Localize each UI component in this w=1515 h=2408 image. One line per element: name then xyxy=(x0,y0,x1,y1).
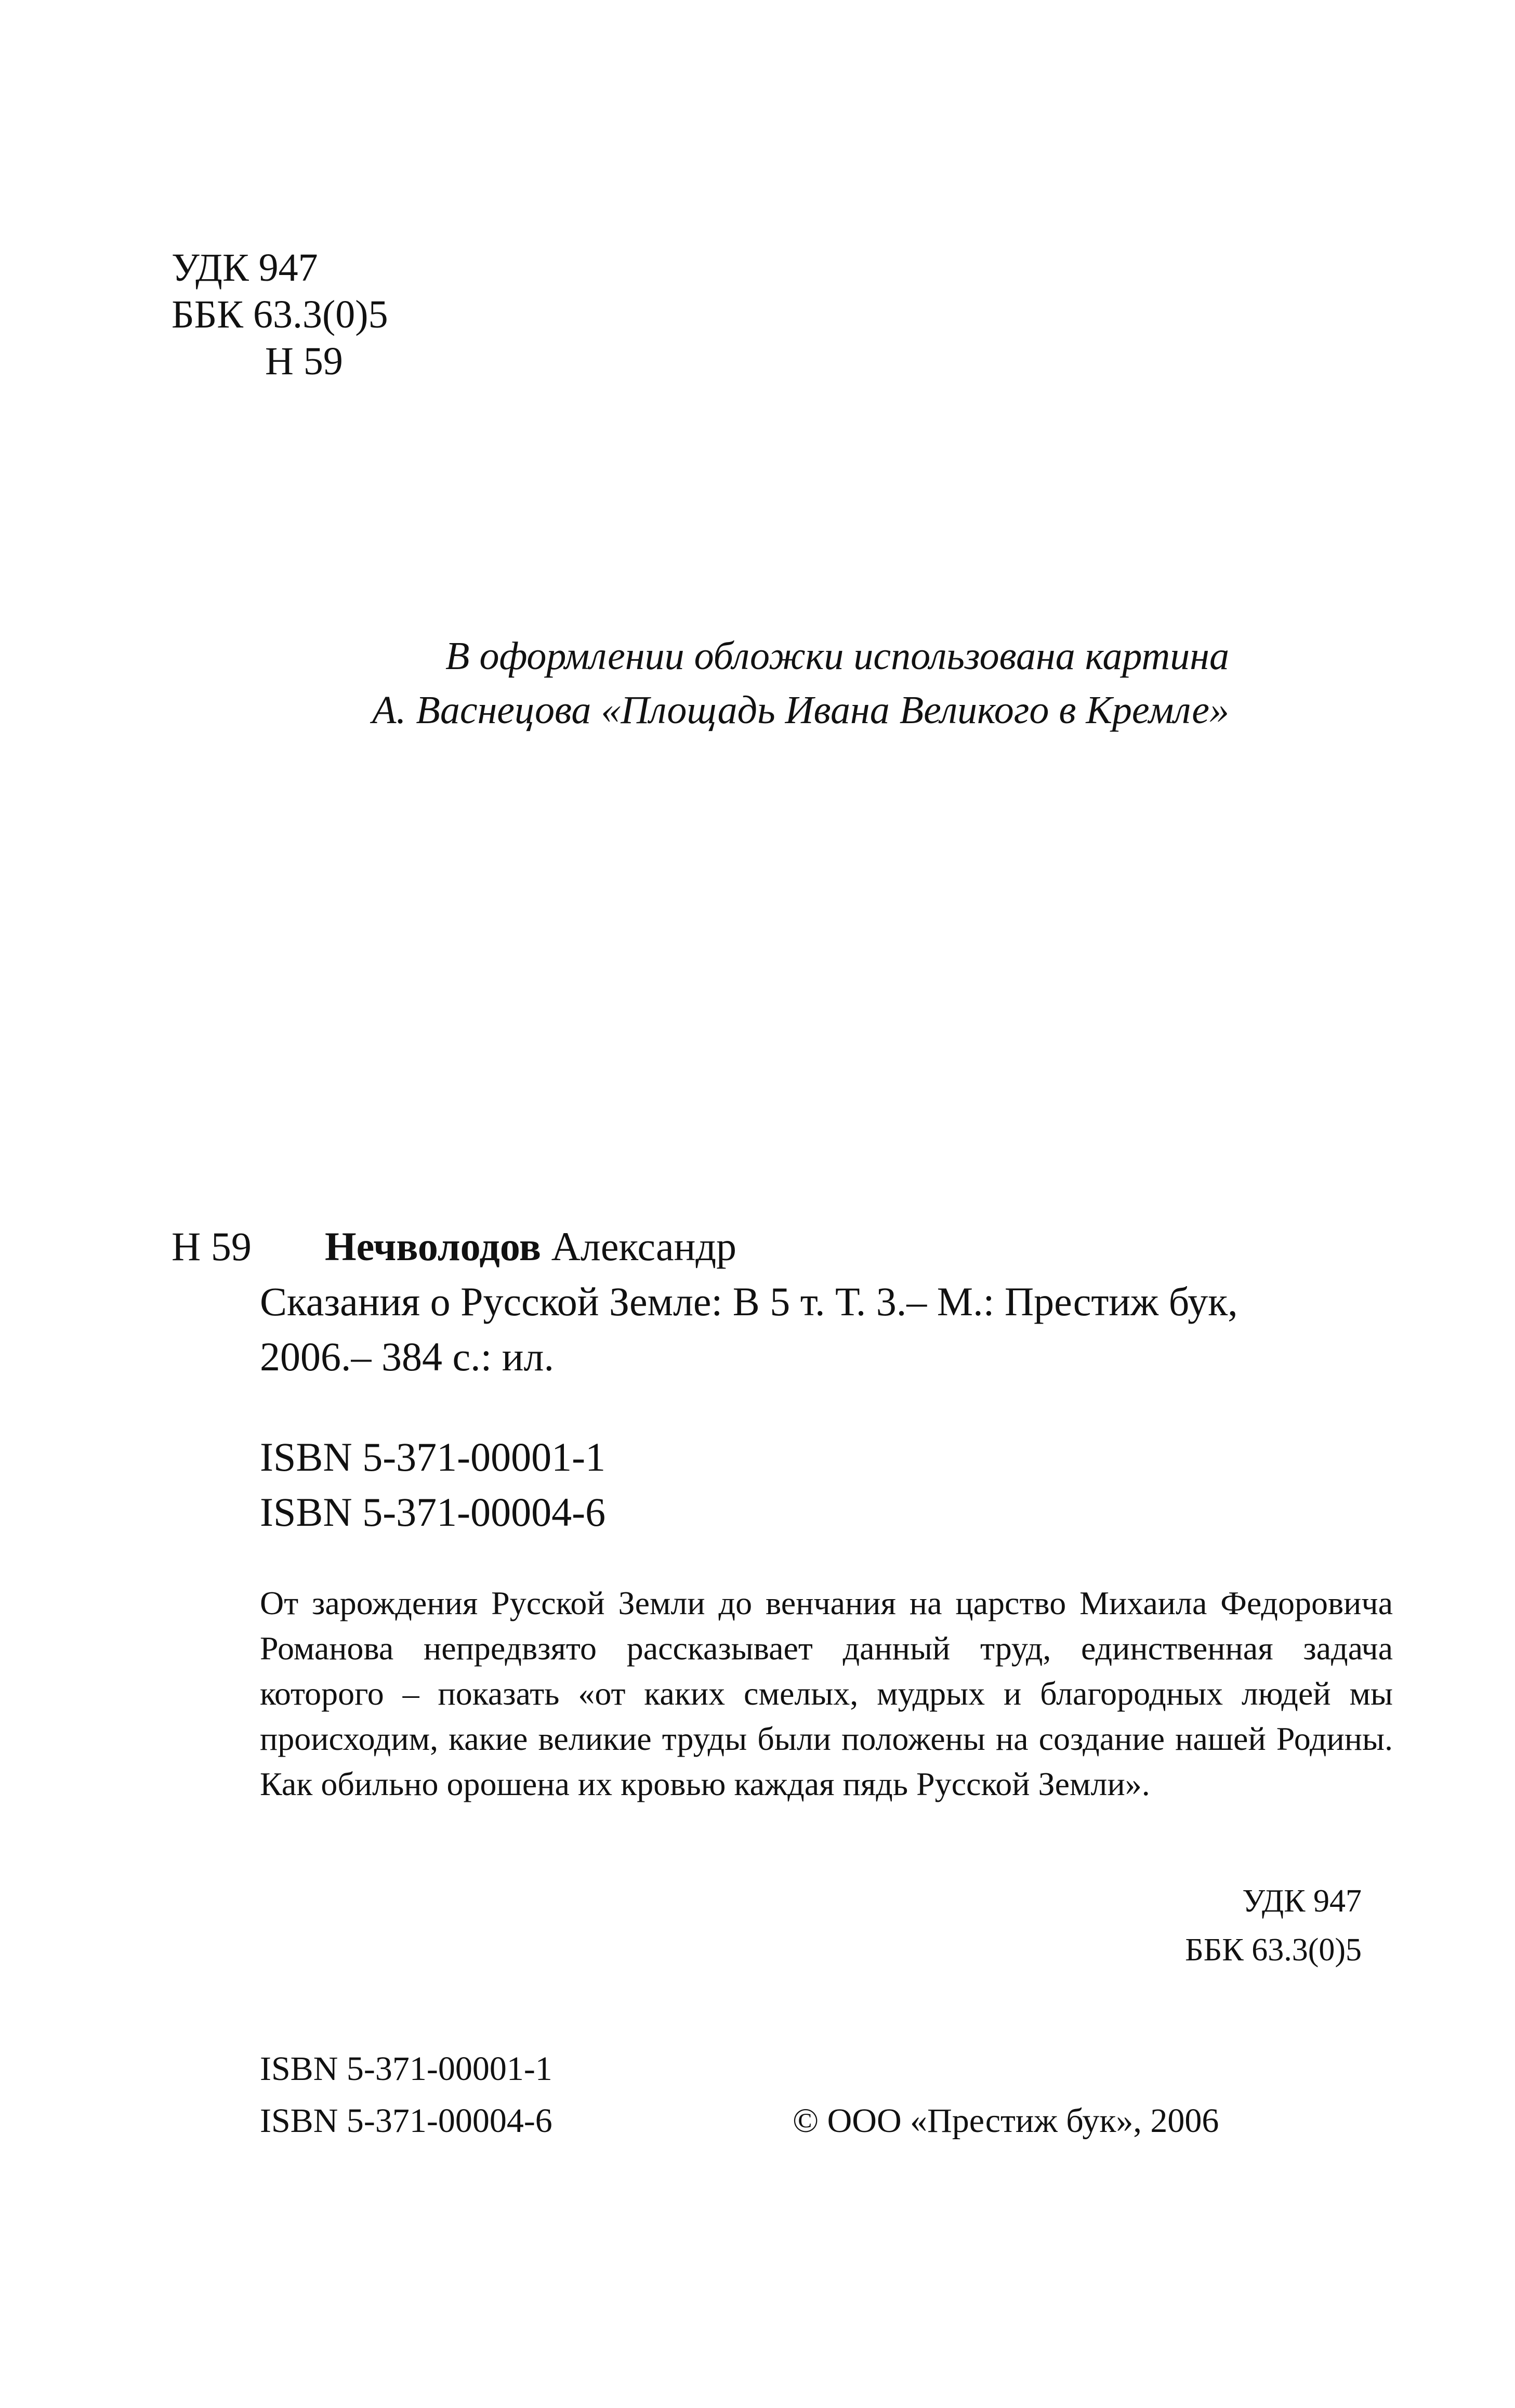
bbk-code: ББК 63.3(0)5 xyxy=(172,293,388,336)
author-surname: Нечволодов xyxy=(325,1224,542,1269)
catalog-title-line-1: Сказания о Русской Земле: В 5 т. Т. 3.– М.: Престиж бук, xyxy=(260,1279,1238,1324)
footer-isbn-2: ISBN 5-371-00004-6 xyxy=(260,2102,552,2140)
footer-isbn-1: ISBN 5-371-00001-1 xyxy=(260,2050,552,2088)
cover-credit-line-1: В оформлении обложки использована картина xyxy=(445,634,1229,678)
bbk-code-right: ББК 63.3(0)5 xyxy=(1185,1932,1362,1968)
catalog-mark: Н 59 xyxy=(172,1224,252,1269)
author-mark: Н 59 xyxy=(265,339,343,383)
catalog-title-line-2: 2006.– 384 с.: ил. xyxy=(260,1334,554,1379)
catalog-isbn-2: ISBN 5-371-00004-6 xyxy=(260,1489,606,1535)
catalog-author xyxy=(325,1219,736,1274)
catalog-isbn-1: ISBN 5-371-00001-1 xyxy=(260,1434,606,1480)
udk-code-right: УДК 947 xyxy=(1242,1883,1362,1919)
cover-credit-line-2: А. Васнецова «Площадь Ивана Великого в Кремле» xyxy=(372,688,1229,732)
udk-code: УДК 947 xyxy=(172,246,318,290)
copyright-notice: © ООО «Престиж бук», 2006 xyxy=(793,2102,1219,2140)
author-first-name: Александр xyxy=(541,1224,737,1269)
book-abstract: От зарождения Русской Земли до венчания на царство Михаила Федоровича Романова непредвзято рассказывает данный труд, единственная задача которого – показать «от каких смелых, мудрых и благородных людей мы происходим, какие великие труды были положены на создание нашей Родины. Как обильно орошена их кровью каждая пядь Русской Земли». xyxy=(260,1585,1393,1802)
